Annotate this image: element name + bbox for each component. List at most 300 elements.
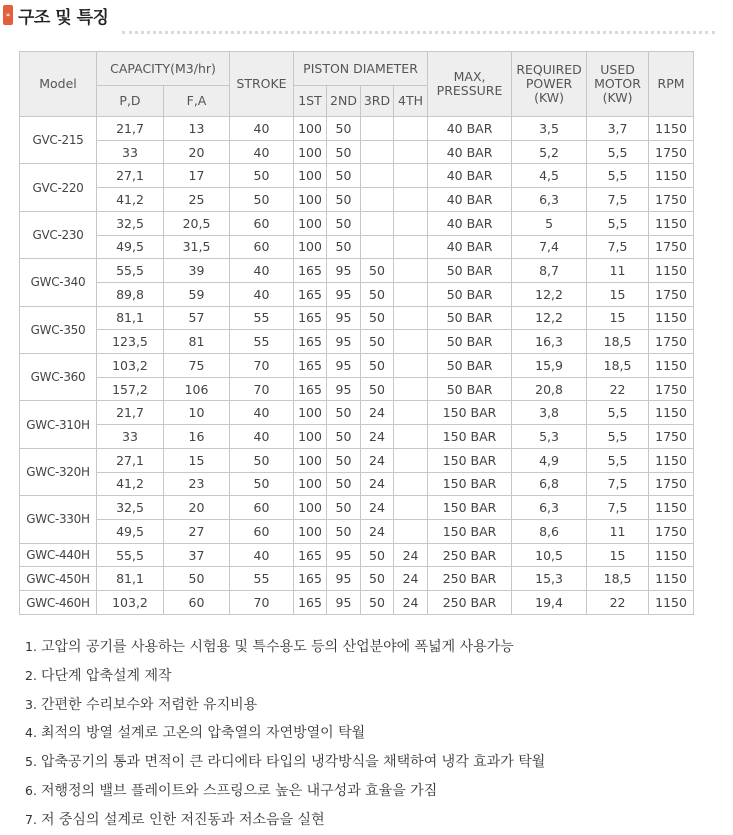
pd-cell: 81,1: [97, 306, 164, 330]
p2-cell: 50: [327, 401, 361, 425]
stroke-cell: 60: [230, 519, 294, 543]
p2-cell: 50: [327, 496, 361, 520]
motor-cell: 18,5: [587, 354, 649, 378]
fa-cell: 60: [164, 591, 230, 615]
p2-cell: 50: [327, 519, 361, 543]
pd-cell: 33: [97, 140, 164, 164]
pressure-cell: 150 BAR: [428, 448, 512, 472]
p2-cell: 95: [327, 330, 361, 354]
rpm-cell: 1150: [649, 543, 694, 567]
p1-cell: 100: [294, 211, 327, 235]
p4-cell: 24: [394, 567, 428, 591]
rpm-cell: 1750: [649, 377, 694, 401]
p1-cell: 165: [294, 259, 327, 283]
feature-number: 3.: [25, 696, 37, 712]
motor-cell: 3,7: [587, 117, 649, 141]
power-cell: 12,2: [512, 306, 587, 330]
stroke-cell: 50: [230, 448, 294, 472]
fa-cell: 20: [164, 140, 230, 164]
spec-table: [19, 51, 694, 615]
p2-cell: 50: [327, 425, 361, 449]
stroke-cell: 55: [230, 567, 294, 591]
model-cell: GWC-330H: [20, 496, 97, 543]
p2-cell: 50: [327, 188, 361, 212]
pd-cell: 27,1: [97, 448, 164, 472]
motor-cell: 18,5: [587, 567, 649, 591]
table-row: [20, 519, 694, 543]
p1-cell: 100: [294, 117, 327, 141]
p2-cell: 50: [327, 211, 361, 235]
pressure-cell: 150 BAR: [428, 472, 512, 496]
table-row: [20, 330, 694, 354]
p4-cell: [394, 330, 428, 354]
stroke-cell: 60: [230, 496, 294, 520]
p2-cell: 50: [327, 164, 361, 188]
pressure-cell: 150 BAR: [428, 425, 512, 449]
table-row: [20, 306, 694, 330]
section-title: 구조 및 특징: [18, 8, 109, 28]
p2-cell: 50: [327, 472, 361, 496]
feature-list: [25, 633, 545, 835]
rpm-cell: 1750: [649, 188, 694, 212]
p4-cell: 24: [394, 591, 428, 615]
power-cell: 16,3: [512, 330, 587, 354]
p4-cell: [394, 164, 428, 188]
stroke-cell: 40: [230, 425, 294, 449]
p3-cell: [361, 117, 394, 141]
feature-text: 압축공기의 통과 면적이 큰 라디에타 타입의 냉각방식을 채택하여 냉각 효과가 탁월: [40, 754, 546, 771]
pressure-cell: 250 BAR: [428, 591, 512, 615]
table-row: [20, 117, 694, 141]
fa-cell: 106: [164, 377, 230, 401]
rpm-cell: 1150: [649, 496, 694, 520]
table-row: [20, 140, 694, 164]
fa-cell: 50: [164, 567, 230, 591]
p2-cell: 50: [327, 117, 361, 141]
rpm-cell: 1750: [649, 140, 694, 164]
p1-cell: 165: [294, 354, 327, 378]
pressure-cell: 40 BAR: [428, 188, 512, 212]
pd-cell: 41,2: [97, 188, 164, 212]
header-piston-2nd: 2ND: [327, 86, 361, 117]
table-row: [20, 235, 694, 259]
power-cell: 15,9: [512, 354, 587, 378]
pd-cell: 81,1: [97, 567, 164, 591]
p3-cell: 24: [361, 448, 394, 472]
pressure-cell: 150 BAR: [428, 519, 512, 543]
stroke-cell: 70: [230, 377, 294, 401]
pd-cell: 41,2: [97, 472, 164, 496]
table-row: [20, 401, 694, 425]
p3-cell: 50: [361, 354, 394, 378]
rpm-cell: 1750: [649, 330, 694, 354]
section-header: [0, 0, 733, 38]
stroke-cell: 40: [230, 543, 294, 567]
p4-cell: 24: [394, 543, 428, 567]
pd-cell: 21,7: [97, 401, 164, 425]
rpm-cell: 1150: [649, 354, 694, 378]
header-piston-1st: 1ST: [294, 86, 327, 117]
p1-cell: 165: [294, 282, 327, 306]
feature-number: 1.: [25, 639, 37, 654]
pressure-cell: 150 BAR: [428, 401, 512, 425]
header-model: Model: [20, 52, 97, 117]
p3-cell: 50: [361, 543, 394, 567]
marker-icon: »: [3, 5, 13, 25]
power-cell: 4,5: [512, 164, 587, 188]
rpm-cell: 1150: [649, 211, 694, 235]
p4-cell: [394, 211, 428, 235]
feature-number: 4.: [25, 725, 37, 741]
fa-cell: 31,5: [164, 235, 230, 259]
p3-cell: 24: [361, 472, 394, 496]
pd-cell: 32,5: [97, 496, 164, 520]
power-cell: 3,5: [512, 117, 587, 141]
p4-cell: [394, 306, 428, 330]
feature-number: 5.: [25, 754, 37, 770]
model-cell: GWC-340: [20, 259, 97, 306]
list-item: [25, 633, 545, 662]
p3-cell: 50: [361, 306, 394, 330]
fa-cell: 39: [164, 259, 230, 283]
rpm-cell: 1150: [649, 259, 694, 283]
motor-cell: 22: [587, 377, 649, 401]
table-row: [20, 591, 694, 615]
p3-cell: 50: [361, 330, 394, 354]
list-item: [25, 662, 545, 691]
p4-cell: [394, 259, 428, 283]
pd-cell: 55,5: [97, 543, 164, 567]
p1-cell: 100: [294, 448, 327, 472]
fa-cell: 75: [164, 354, 230, 378]
p2-cell: 95: [327, 543, 361, 567]
fa-cell: 15: [164, 448, 230, 472]
rpm-cell: 1150: [649, 306, 694, 330]
pressure-cell: 50 BAR: [428, 259, 512, 283]
motor-cell: 22: [587, 591, 649, 615]
stroke-cell: 40: [230, 140, 294, 164]
pd-cell: 55,5: [97, 259, 164, 283]
p1-cell: 100: [294, 188, 327, 212]
rpm-cell: 1150: [649, 448, 694, 472]
stroke-cell: 70: [230, 354, 294, 378]
feature-text: 저 중심의 설계로 인한 저진동과 저소음을 실현: [40, 811, 325, 828]
p2-cell: 95: [327, 282, 361, 306]
header-piston-3rd: 3RD: [361, 86, 394, 117]
dotted-divider: [122, 31, 715, 34]
model-cell: GWC-440H: [20, 543, 97, 567]
pressure-cell: 50 BAR: [428, 282, 512, 306]
model-cell: GWC-460H: [20, 591, 97, 615]
power-cell: 6,3: [512, 188, 587, 212]
list-item: [25, 719, 545, 748]
p4-cell: [394, 188, 428, 212]
p3-cell: 24: [361, 401, 394, 425]
p4-cell: [394, 448, 428, 472]
p1-cell: 100: [294, 235, 327, 259]
stroke-cell: 50: [230, 472, 294, 496]
pd-cell: 27,1: [97, 164, 164, 188]
p3-cell: 50: [361, 591, 394, 615]
p2-cell: 50: [327, 448, 361, 472]
power-cell: 12,2: [512, 282, 587, 306]
p3-cell: [361, 235, 394, 259]
feature-text: 간편한 수리보수와 저렴한 유지비용: [40, 696, 258, 713]
feature-number: 6.: [25, 782, 37, 798]
header-fa: F,A: [164, 86, 230, 117]
pressure-cell: 50 BAR: [428, 354, 512, 378]
fa-cell: 37: [164, 543, 230, 567]
table-row: [20, 448, 694, 472]
motor-cell: 15: [587, 282, 649, 306]
rpm-cell: 1750: [649, 425, 694, 449]
pressure-cell: 40 BAR: [428, 140, 512, 164]
header-stroke: STROKE: [230, 52, 294, 117]
p4-cell: [394, 235, 428, 259]
feature-text: 최적의 방열 설계로 고온의 압축열의 자연방열이 탁월: [40, 725, 366, 742]
pd-cell: 103,2: [97, 354, 164, 378]
power-cell: 5: [512, 211, 587, 235]
fa-cell: 57: [164, 306, 230, 330]
p2-cell: 95: [327, 567, 361, 591]
pressure-cell: 40 BAR: [428, 164, 512, 188]
pressure-cell: 50 BAR: [428, 306, 512, 330]
rpm-cell: 1150: [649, 567, 694, 591]
pd-cell: 157,2: [97, 377, 164, 401]
model-cell: GWC-320H: [20, 448, 97, 495]
stroke-cell: 50: [230, 164, 294, 188]
table-row: [20, 164, 694, 188]
p1-cell: 100: [294, 519, 327, 543]
p1-cell: 165: [294, 591, 327, 615]
pd-cell: 123,5: [97, 330, 164, 354]
pressure-cell: 40 BAR: [428, 211, 512, 235]
pressure-cell: 250 BAR: [428, 543, 512, 567]
stroke-cell: 55: [230, 330, 294, 354]
model-cell: GVC-215: [20, 117, 97, 164]
pd-cell: 49,5: [97, 519, 164, 543]
fa-cell: 13: [164, 117, 230, 141]
table-row: [20, 567, 694, 591]
feature-text: 저행정의 밸브 플레이트와 스프링으로 높은 내구성과 효율을 가짐: [40, 782, 438, 799]
p4-cell: [394, 496, 428, 520]
power-cell: 20,8: [512, 377, 587, 401]
stroke-cell: 70: [230, 591, 294, 615]
motor-cell: 11: [587, 259, 649, 283]
stroke-cell: 60: [230, 235, 294, 259]
table-row: [20, 282, 694, 306]
feature-number: 7.: [25, 811, 37, 827]
fa-cell: 59: [164, 282, 230, 306]
p3-cell: 50: [361, 567, 394, 591]
header-required-power: REQUIRED POWER (KW): [512, 52, 587, 117]
p3-cell: [361, 211, 394, 235]
pressure-cell: 40 BAR: [428, 117, 512, 141]
motor-cell: 7,5: [587, 472, 649, 496]
stroke-cell: 40: [230, 401, 294, 425]
power-cell: 7,4: [512, 235, 587, 259]
table-row: [20, 259, 694, 283]
stroke-cell: 60: [230, 211, 294, 235]
p1-cell: 165: [294, 567, 327, 591]
p4-cell: [394, 472, 428, 496]
motor-cell: 15: [587, 306, 649, 330]
table-row: [20, 472, 694, 496]
pd-cell: 33: [97, 425, 164, 449]
p3-cell: 50: [361, 377, 394, 401]
p4-cell: [394, 117, 428, 141]
fa-cell: 10: [164, 401, 230, 425]
table-row: [20, 377, 694, 401]
p1-cell: 100: [294, 164, 327, 188]
p4-cell: [394, 519, 428, 543]
rpm-cell: 1150: [649, 401, 694, 425]
p1-cell: 100: [294, 496, 327, 520]
header-max-pressure: MAX, PRESSURE: [428, 52, 512, 117]
p3-cell: [361, 188, 394, 212]
motor-cell: 5,5: [587, 448, 649, 472]
motor-cell: 5,5: [587, 425, 649, 449]
pd-cell: 103,2: [97, 591, 164, 615]
table-row: [20, 496, 694, 520]
motor-cell: 5,5: [587, 211, 649, 235]
list-item: [25, 748, 545, 777]
stroke-cell: 50: [230, 188, 294, 212]
pressure-cell: 150 BAR: [428, 496, 512, 520]
p1-cell: 100: [294, 140, 327, 164]
p4-cell: [394, 282, 428, 306]
model-cell: GVC-230: [20, 211, 97, 258]
power-cell: 10,5: [512, 543, 587, 567]
p2-cell: 95: [327, 591, 361, 615]
p2-cell: 95: [327, 259, 361, 283]
p2-cell: 95: [327, 354, 361, 378]
p1-cell: 165: [294, 330, 327, 354]
power-cell: 3,8: [512, 401, 587, 425]
feature-text: 다단계 압축설계 제작: [40, 667, 172, 684]
fa-cell: 20: [164, 496, 230, 520]
power-cell: 15,3: [512, 567, 587, 591]
p1-cell: 165: [294, 543, 327, 567]
pressure-cell: 40 BAR: [428, 235, 512, 259]
table-row: [20, 354, 694, 378]
fa-cell: 25: [164, 188, 230, 212]
p4-cell: [394, 140, 428, 164]
p4-cell: [394, 377, 428, 401]
table-row: [20, 188, 694, 212]
model-cell: GVC-220: [20, 164, 97, 211]
pressure-cell: 50 BAR: [428, 330, 512, 354]
rpm-cell: 1150: [649, 117, 694, 141]
p3-cell: [361, 140, 394, 164]
rpm-cell: 1750: [649, 472, 694, 496]
pd-cell: 89,8: [97, 282, 164, 306]
motor-cell: 7,5: [587, 235, 649, 259]
p2-cell: 50: [327, 235, 361, 259]
p2-cell: 95: [327, 306, 361, 330]
pd-cell: 49,5: [97, 235, 164, 259]
fa-cell: 17: [164, 164, 230, 188]
p1-cell: 100: [294, 401, 327, 425]
p3-cell: 50: [361, 259, 394, 283]
spec-table-body: [20, 117, 694, 615]
table-row: [20, 211, 694, 235]
stroke-cell: 40: [230, 117, 294, 141]
table-row: [20, 425, 694, 449]
header-piston-4th: 4TH: [394, 86, 428, 117]
p2-cell: 95: [327, 377, 361, 401]
p2-cell: 50: [327, 140, 361, 164]
rpm-cell: 1750: [649, 519, 694, 543]
p4-cell: [394, 425, 428, 449]
stroke-cell: 40: [230, 259, 294, 283]
fa-cell: 20,5: [164, 211, 230, 235]
p3-cell: 24: [361, 496, 394, 520]
p4-cell: [394, 401, 428, 425]
pressure-cell: 250 BAR: [428, 567, 512, 591]
fa-cell: 16: [164, 425, 230, 449]
motor-cell: 18,5: [587, 330, 649, 354]
header-rpm: RPM: [649, 52, 694, 117]
list-item: [25, 777, 545, 806]
list-item: [25, 806, 545, 835]
p3-cell: 24: [361, 425, 394, 449]
table-row: [20, 543, 694, 567]
model-cell: GWC-360: [20, 354, 97, 401]
stroke-cell: 55: [230, 306, 294, 330]
motor-cell: 11: [587, 519, 649, 543]
pd-cell: 21,7: [97, 117, 164, 141]
stroke-cell: 40: [230, 282, 294, 306]
motor-cell: 5,5: [587, 140, 649, 164]
power-cell: 6,8: [512, 472, 587, 496]
header-capacity: CAPACITY(M3/hr): [97, 52, 230, 86]
power-cell: 4,9: [512, 448, 587, 472]
motor-cell: 7,5: [587, 496, 649, 520]
p3-cell: 24: [361, 519, 394, 543]
header-pd: P,D: [97, 86, 164, 117]
header-used-motor: USED MOTOR (KW): [587, 52, 649, 117]
pd-cell: 32,5: [97, 211, 164, 235]
model-cell: GWC-450H: [20, 567, 97, 591]
power-cell: 8,7: [512, 259, 587, 283]
model-cell: GWC-350: [20, 306, 97, 353]
rpm-cell: 1150: [649, 591, 694, 615]
rpm-cell: 1750: [649, 235, 694, 259]
fa-cell: 23: [164, 472, 230, 496]
rpm-cell: 1750: [649, 282, 694, 306]
motor-cell: 15: [587, 543, 649, 567]
fa-cell: 81: [164, 330, 230, 354]
header-piston-diameter: PISTON DIAMETER: [294, 52, 428, 86]
rpm-cell: 1150: [649, 164, 694, 188]
power-cell: 8,6: [512, 519, 587, 543]
p3-cell: 50: [361, 282, 394, 306]
motor-cell: 7,5: [587, 188, 649, 212]
p1-cell: 100: [294, 472, 327, 496]
pressure-cell: 50 BAR: [428, 377, 512, 401]
power-cell: 5,2: [512, 140, 587, 164]
p1-cell: 100: [294, 425, 327, 449]
feature-number: 2.: [25, 667, 37, 683]
model-cell: GWC-310H: [20, 401, 97, 448]
p3-cell: [361, 164, 394, 188]
p1-cell: 165: [294, 377, 327, 401]
power-cell: 6,3: [512, 496, 587, 520]
power-cell: 5,3: [512, 425, 587, 449]
motor-cell: 5,5: [587, 164, 649, 188]
feature-text: 고압의 공기를 사용하는 시험용 및 특수용도 등의 산업분야에 폭넓게 사용가능: [40, 639, 514, 655]
